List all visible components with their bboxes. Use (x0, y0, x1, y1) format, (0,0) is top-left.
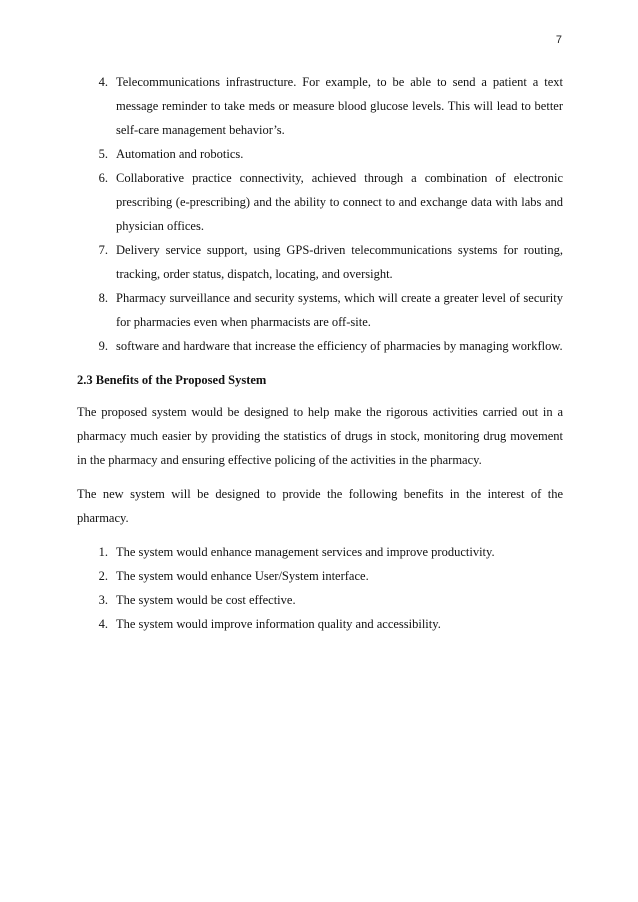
list-item-number: 4. (98, 617, 108, 631)
list-item-text: The system would enhance User/System interface. (116, 569, 369, 583)
list-item-text: Collaborative practice connectivity, achieved through a combination of electronic prescribing (e-prescribing) and the ability to connect to and exchange data with labs and physician offices. (116, 171, 563, 233)
section-heading: 2.3 Benefits of the Proposed System (77, 373, 267, 387)
list-item (77, 564, 563, 588)
benefits-list (77, 540, 563, 636)
list-item (77, 540, 563, 564)
list-item-number: 7. (98, 243, 108, 257)
list-item-number: 3. (98, 593, 108, 607)
list-item (77, 612, 563, 636)
list-item-text: Delivery service support, using GPS-driven telecommunications systems for routing, tracking, order status, dispatch, locating, and oversight. (116, 243, 563, 281)
list-item (77, 238, 563, 286)
list-item-text: Telecommunications infrastructure. For example, to be able to send a patient a text message reminder to take meds or measure blood glucose levels. This will lead to better self-care management behavior’s. (116, 75, 563, 137)
list-item-number: 1. (98, 545, 108, 559)
list-item-number: 8. (98, 291, 108, 305)
list-item-number: 2. (98, 569, 108, 583)
list-item-text: The system would improve information quality and accessibility. (116, 617, 441, 631)
page-number: 7 (555, 34, 562, 46)
list-item-text: The system would be cost effective. (116, 593, 296, 607)
document-body (77, 70, 563, 636)
list-item-number: 9. (98, 339, 108, 353)
list-item-text: Automation and robotics. (116, 147, 244, 161)
list-item (77, 166, 563, 238)
list-item-text: Pharmacy surveillance and security systems, which will create a greater level of security for pharmacies even when pharmacists are off-site. (116, 291, 563, 329)
list-item (77, 334, 563, 358)
section-paragraph: The new system will be designed to provide the following benefits in the interest of the pharmacy. (77, 487, 563, 525)
requirements-list (77, 70, 563, 358)
list-item-number: 4. (98, 75, 108, 89)
list-item-text: The system would enhance management services and improve productivity. (116, 545, 495, 559)
list-item-number: 5. (98, 147, 108, 161)
list-item (77, 286, 563, 334)
list-item-number: 6. (98, 171, 108, 185)
list-item-text: software and hardware that increase the efficiency of pharmacies by managing workflow. (116, 339, 563, 353)
list-item (77, 142, 563, 166)
section-paragraph: The proposed system would be designed to help make the rigorous activities carried out in a pharmacy much easier by providing the statistics of drugs in stock, monitoring drug movement in the pharmacy and ensuring effective policing of the activities in the pharmacy. (77, 405, 563, 467)
list-item (77, 588, 563, 612)
list-item (77, 70, 563, 142)
